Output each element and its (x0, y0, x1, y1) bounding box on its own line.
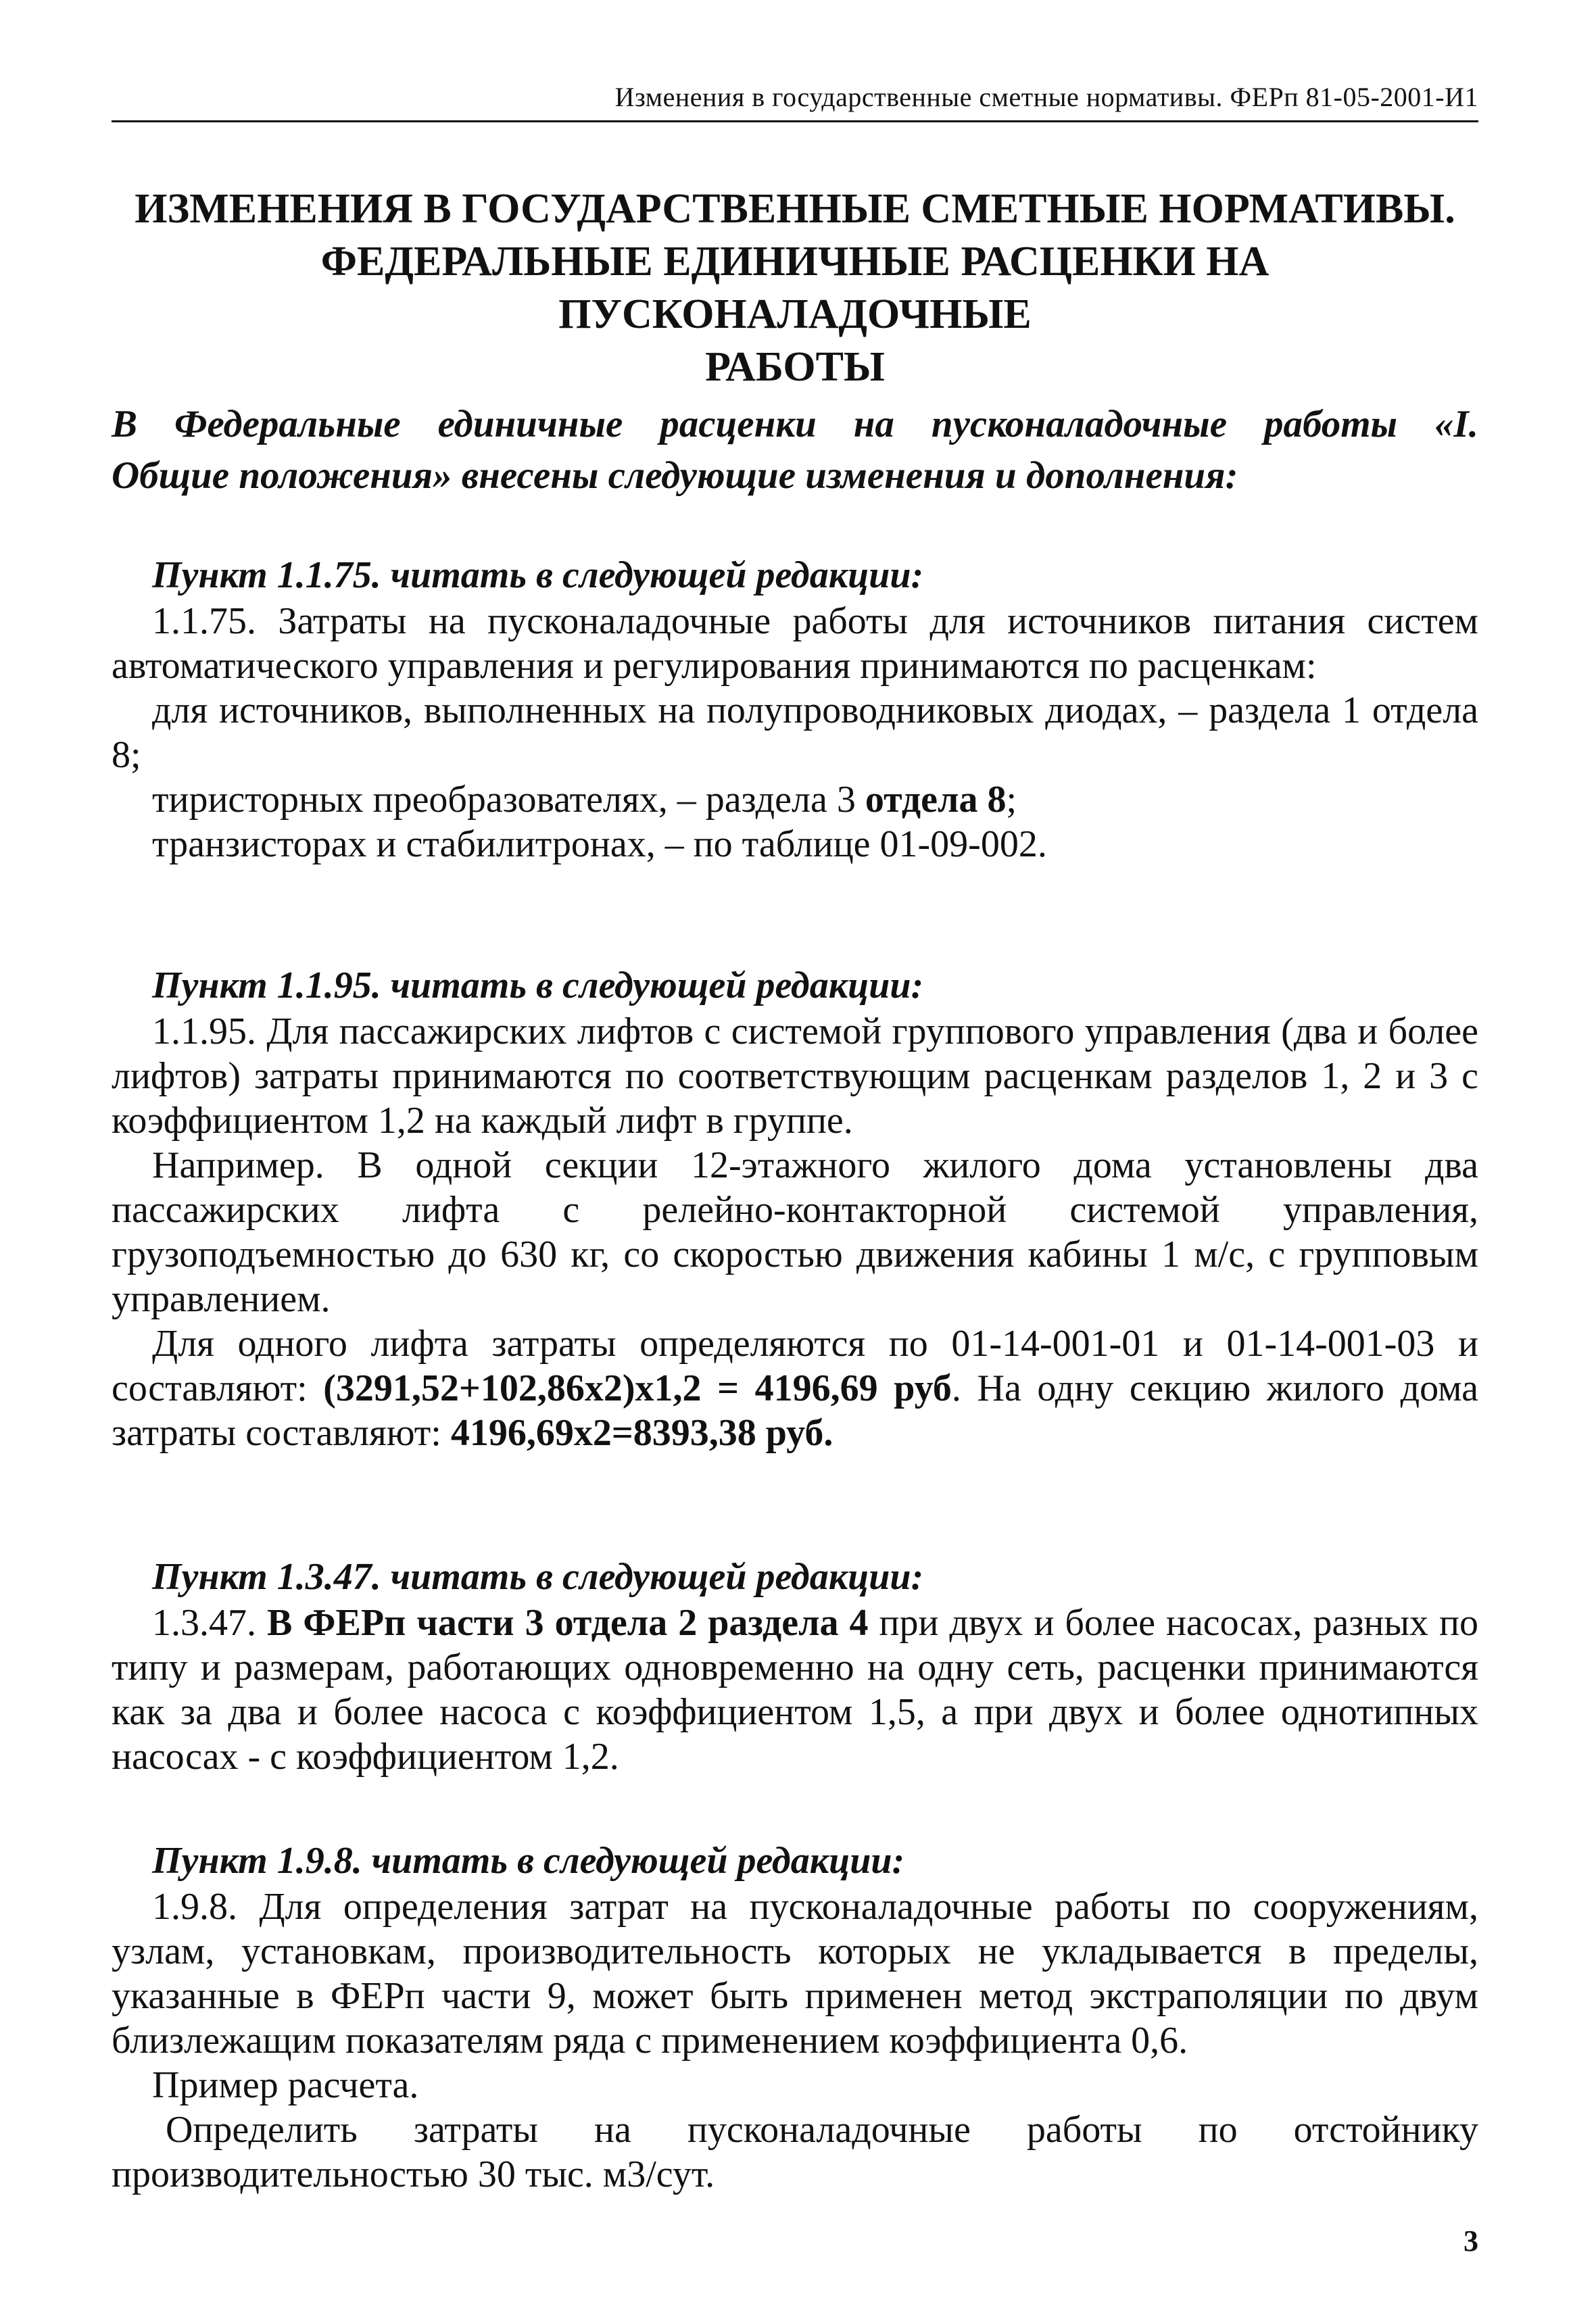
bold-text: (3291,52+102,86х2)х1,2 = 4196,69 руб (323, 1367, 952, 1409)
section-1-3-47 (112, 1555, 1478, 1779)
paragraph: Пример расчета. (152, 2064, 419, 2106)
section-heading: Пункт 1.1.95. читать в следующей редакции: (152, 965, 924, 1006)
page-number: 3 (1464, 2224, 1478, 2258)
section-1-1-95 (112, 963, 1478, 1455)
paragraph: 1.1.75. Затраты на пусконаладочные работы для источников питания систем автоматического управления и регулирования принимаются по расценкам: (112, 600, 1478, 687)
bold-text: В ФЕРп части 3 отдела 2 раздела 4 (267, 1602, 869, 1644)
paragraph: Например. В одной секции 12-этажного жилого дома установлены два пассажирских лифта с релейно-контакторной системой управления, грузоподъемностью до 630 кг, со скоростью движения кабины 1 м/с, с групповым управлением. (112, 1144, 1478, 1320)
running-header: Изменения в государственные сметные нормативы. ФЕРп 81-05-2001-И1 (614, 82, 1478, 112)
bold-text: отдела 8 (865, 779, 1007, 821)
paragraph: 1.9.8. Для определения затрат на пусконаладочные работы по сооружениям, узлам, установкам, производительность которых не укладывается в пределы, указанные в ФЕРп части 9, может быть применен метод экстраполяции по двум близлежащим показателям ряда с применением коэффициента 0,6. (112, 1886, 1478, 2062)
intro-line-2: Общие положения» внесены следующие изменения и дополнения: (112, 454, 1238, 497)
intro-line-1: В Федеральные единичные расценки на пусконаладочные работы «I. (112, 403, 1478, 445)
header-divider (112, 120, 1478, 122)
paragraph: тиристорных преобразователях, – раздела 3 отдела 8; (152, 779, 1017, 821)
paragraph: для источников, выполненных на полупроводниковых диодах, – раздела 1 отдела 8; (112, 689, 1478, 776)
title-line-3: РАБОТЫ (705, 344, 885, 390)
title-line-2: ФЕДЕРАЛЬНЫЕ ЕДИНИЧНЫЕ РАСЦЕНКИ НА ПУСКОНАЛАДОЧНЫЕ (320, 239, 1269, 337)
section-heading: Пункт 1.9.8. читать в следующей редакции: (152, 1840, 905, 1882)
paragraph: Для одного лифта затраты определяются по 01-14-001-01 и 01-14-001-03 и составляют: (3291,52+102,86х2)х1,2 = 4196,69 руб. На одну секцию жилого дома затраты составляют: 4196,69х2=8393,38 руб. (112, 1323, 1478, 1454)
paragraph: 1.1.95. Для пассажирских лифтов с системой группового управления (два и более лифтов) затраты принимаются по соответствующим расценкам разделов 1, 2 и 3 с коэффициентом 1,2 на каждый лифт в группе. (112, 1010, 1478, 1142)
document-title (112, 182, 1478, 393)
section-heading: Пункт 1.1.75. читать в следующей редакции: (152, 554, 924, 596)
bold-text: 4196,69х2=8393,38 руб. (450, 1412, 833, 1454)
section-1-1-75 (112, 553, 1478, 867)
intro-paragraph (112, 399, 1478, 502)
section-heading: Пункт 1.3.47. читать в следующей редакции: (152, 1556, 924, 1598)
paragraph: 1.3.47. В ФЕРп части 3 отдела 2 раздела 4 при двух и более насосах, разных по типу и размерам, работающих одновременно на одну сеть, расценки принимаются как за два и более насоса с коэффициентом 1,5, а при двух и более однотипных насосах - с коэффициентом 1,2. (112, 1602, 1479, 1778)
paragraph: транзисторах и стабилитронах, – по таблице 01-09-002. (152, 823, 1047, 865)
title-line-1: ИЗМЕНЕНИЯ В ГОСУДАРСТВЕННЫЕ СМЕТНЫЕ НОРМАТИВЫ. (135, 186, 1455, 232)
paragraph: Определить затраты на пусконаладочные работы по отстойнику производительностью 30 тыс. м3/сут. (112, 2109, 1478, 2195)
section-1-9-8 (112, 1838, 1478, 2197)
